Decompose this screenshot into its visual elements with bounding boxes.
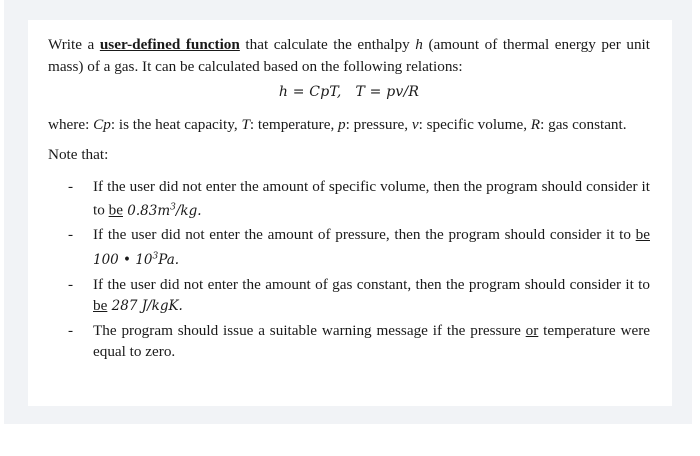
- value-superscript: 3: [152, 251, 159, 262]
- default-specific-volume: [123, 203, 202, 219]
- list-item: [48, 224, 650, 272]
- desc-v: : specific volume,: [418, 115, 531, 133]
- value-unit: /kg.: [175, 202, 202, 219]
- list-item: [48, 320, 650, 363]
- bullet-dash: -: [68, 226, 74, 243]
- bullet-text: If the user did not enter the amount of gas constant, then the program should consider it to: [93, 275, 650, 293]
- bullet-text: If the user did not enter the amount of pressure, then the program should consider it to: [93, 226, 636, 243]
- where-paragraph: [48, 114, 650, 136]
- desc-r: : gas constant.: [540, 115, 627, 133]
- list-item: [48, 176, 650, 223]
- intro-text-2: that calculate the enthalpy: [239, 36, 416, 53]
- value-main: 100 • 10: [93, 252, 153, 268]
- variable-h: h: [415, 36, 423, 53]
- value-unit: Pa.: [158, 252, 180, 268]
- formula-temperature: T = pv/R: [355, 84, 420, 100]
- note-heading: Note that:: [48, 146, 109, 163]
- intro-text-1: Write a: [48, 36, 100, 53]
- underlined-be: be: [108, 201, 123, 219]
- keyword-user-defined-function: user-defined function: [99, 36, 240, 53]
- document-page: [28, 20, 672, 406]
- bullet-dash: -: [68, 177, 74, 195]
- notes-list: [48, 176, 650, 363]
- symbol-p: p: [338, 115, 346, 133]
- symbol-v: v: [411, 115, 419, 133]
- intro-text-3: (amount of thermal energy per unit mass) of a gas. It can be calculated based on the following relations:: [48, 36, 650, 75]
- default-pressure: [93, 252, 179, 268]
- underlined-or: or: [525, 321, 539, 339]
- value-main: 0.83m: [122, 202, 171, 219]
- bullet-text-end: temperature were equal to zero.: [93, 321, 651, 360]
- bullet-dash: -: [68, 275, 74, 293]
- problem-statement: [48, 34, 650, 365]
- bullet-text: If the user did not enter the amount of specific volume, then the program should consider it to: [93, 177, 650, 219]
- symbol-cp: Cp: [93, 115, 111, 133]
- underlined-be: be: [93, 297, 108, 314]
- default-gas-constant: [107, 298, 183, 314]
- screenshot-frame: [4, 0, 692, 424]
- bullet-dash: -: [68, 321, 74, 339]
- symbol-r: R: [530, 115, 541, 133]
- value-main: 287 J/kgK.: [107, 298, 183, 314]
- underlined-be: be: [635, 226, 650, 243]
- desc-p: : pressure,: [345, 115, 412, 133]
- symbol-t: T: [241, 115, 250, 133]
- intro-paragraph: [48, 34, 650, 77]
- list-item: [48, 274, 650, 318]
- desc-cp: : is the heat capacity,: [110, 115, 242, 133]
- bullet-text: The program should issue a suitable warning message if the pressure: [93, 321, 526, 339]
- formula-line: [48, 82, 650, 104]
- desc-t: : temperature,: [249, 115, 339, 133]
- where-lead: where:: [48, 115, 94, 133]
- value-superscript: 3: [170, 202, 176, 212]
- formula-enthalpy: h = CpT,: [278, 84, 342, 100]
